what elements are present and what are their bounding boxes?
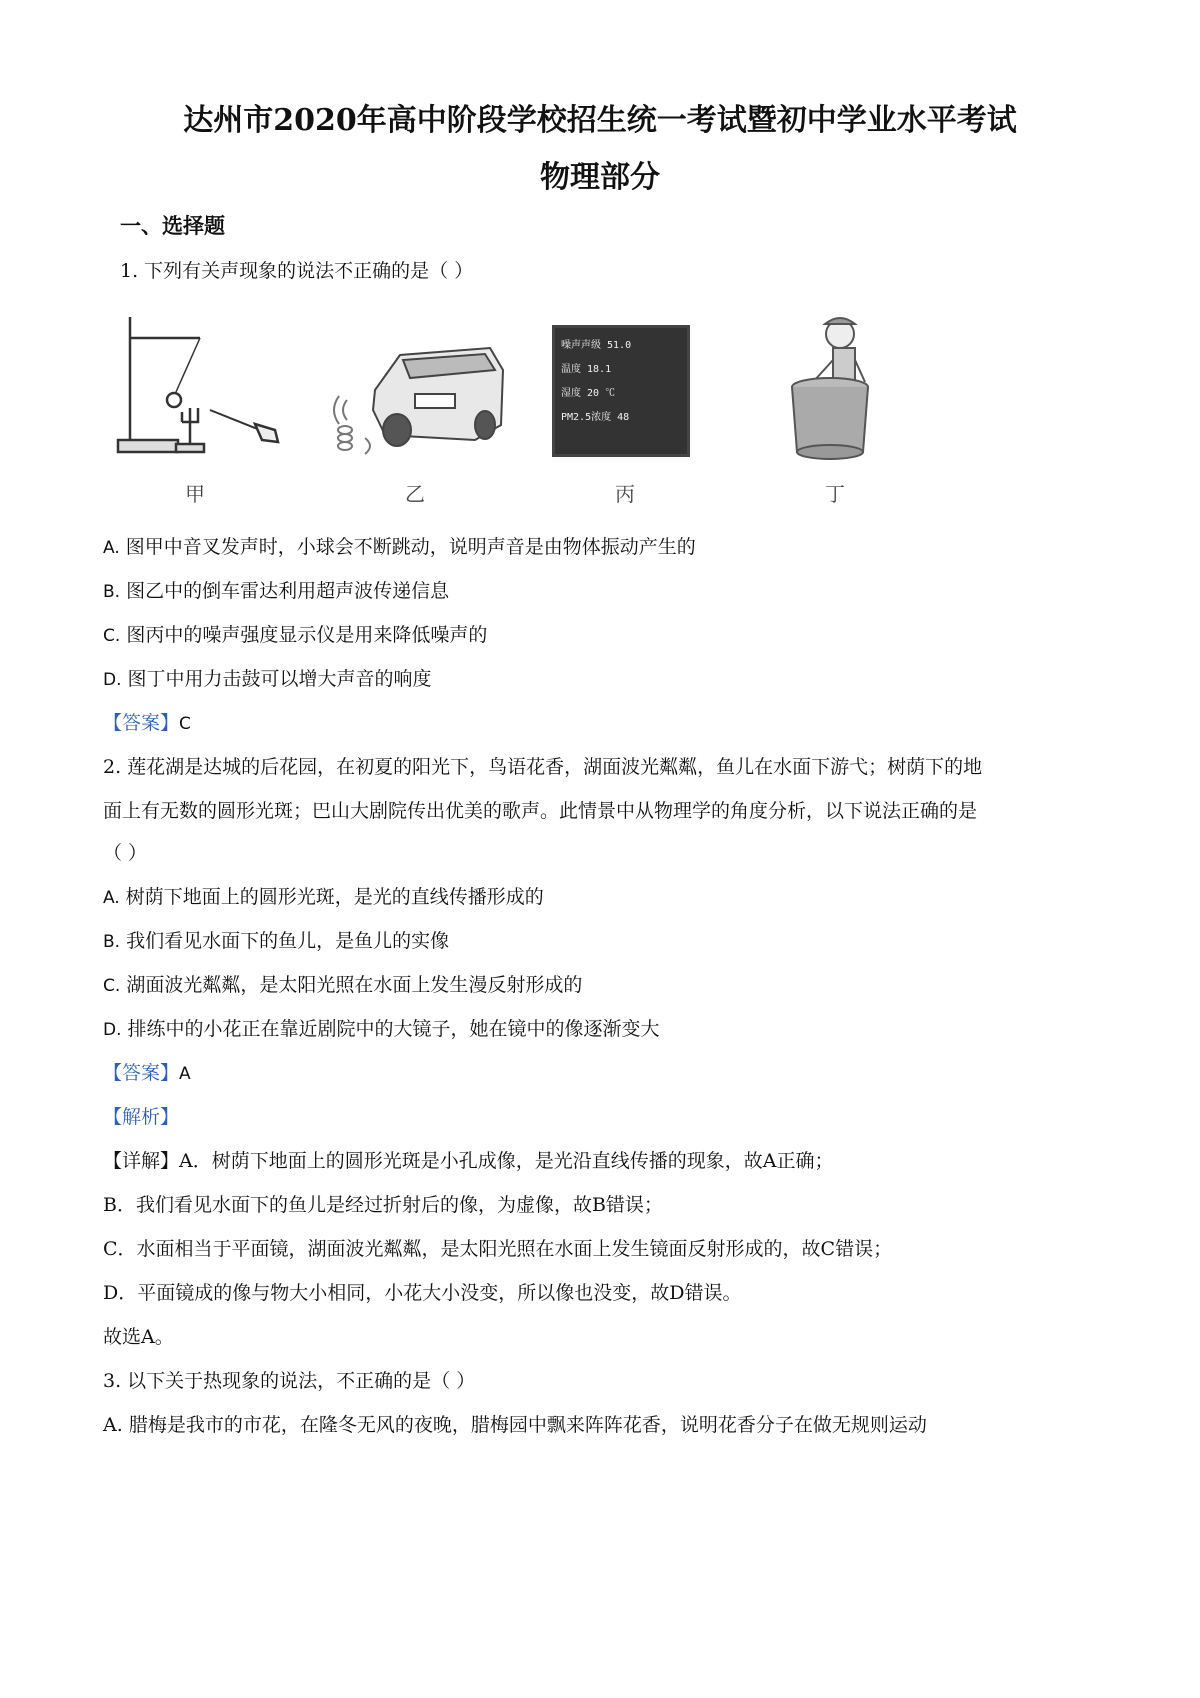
section-heading: 一、选择题 (120, 213, 225, 238)
q2-stem-line3: （ ） (103, 842, 148, 864)
figure-ding-drummer (785, 312, 895, 467)
option-text: 湖面波光粼粼，是太阳光照在水面上发生漫反射形成的 (126, 974, 583, 996)
q2-option-d (103, 1014, 660, 1041)
option-text: 树荫下地面上的圆形光斑，是光的直线传播形成的 (125, 886, 544, 908)
option-label: D. (103, 1020, 122, 1040)
q1-stem: 1. 下列有关声现象的说法不正确的是（ ） (120, 260, 474, 282)
q2-option-a (103, 882, 544, 909)
option-label: A. (103, 888, 120, 908)
q2-option-b (103, 926, 449, 953)
option-text: 图乙中的倒车雷达利用超声波传递信息 (126, 580, 450, 602)
figure-caption-bing: 丙 (615, 482, 635, 506)
option-label: A. (103, 538, 120, 558)
q3-option-a (103, 1410, 927, 1437)
page-title: 达州市2020年高中阶段学校招生统一考试暨初中学业水平考试 (183, 103, 1017, 138)
answer-tag: 【答案】 (103, 1062, 180, 1084)
option-text: 我们看见水面下的鱼儿，是鱼儿的实像 (126, 930, 450, 952)
option-label: A. (103, 1414, 123, 1436)
option-text: 图甲中音叉发声时，小球会不断跳动，说明声音是由物体振动产生的 (125, 536, 696, 558)
option-label: C. (103, 976, 121, 996)
figure-yi-car-radar (325, 330, 505, 460)
q1-option-c (103, 620, 487, 647)
option-label: B. (103, 582, 121, 602)
q2-analysis-tag: 【解析】 (103, 1106, 180, 1128)
option-label: B. (103, 932, 121, 952)
q1-answer (103, 708, 191, 735)
q1-option-b (103, 576, 449, 603)
figure-caption-ding: 丁 (825, 482, 845, 506)
q2-detail-line2: B．我们看见水面下的鱼儿是经过折射后的像，为虚像，故B错误； (103, 1194, 663, 1216)
display-row: 温度 18.1 (561, 364, 612, 375)
q1-option-a (103, 532, 696, 559)
option-text: 图丙中的噪声强度显示仪是用来降低噪声的 (126, 624, 488, 646)
answer-value: A (179, 1064, 191, 1084)
detail-text: A．树荫下地面上的圆形光斑是小孔成像，是光沿直线传播的现象，故A正确； (179, 1150, 834, 1172)
option-label: D. (103, 670, 122, 690)
option-text: 排练中的小花正在靠近剧院中的大镜子，她在镜中的像逐渐变大 (127, 1018, 660, 1040)
q2-option-c (103, 970, 582, 997)
answer-value: C (179, 714, 191, 734)
q2-conclusion: 故选A。 (103, 1326, 174, 1348)
option-text: 图丁中用力击鼓可以增大声音的响度 (127, 668, 432, 690)
q1-option-d (103, 664, 432, 691)
option-label: C. (103, 626, 121, 646)
figure-caption-yi: 乙 (405, 482, 425, 506)
q2-stem-line1: 2. 莲花湖是达城的后花园，在初夏的阳光下，鸟语花香，湖面波光粼粼，鱼儿在水面下游弋；树荫下的地 (103, 756, 983, 778)
page-subtitle: 物理部分 (540, 160, 660, 195)
display-row: 噪声声级 51.0 (561, 340, 632, 351)
figure-bing-noise-display (552, 325, 690, 457)
q2-stem-line2: 面上有无数的圆形光斑；巴山大剧院传出优美的歌声。此情景中从物理学的角度分析，以下说法正确的是 (103, 800, 978, 822)
display-row: 湿度 20 ℃ (561, 388, 616, 399)
q2-detail-line1 (103, 1146, 833, 1173)
detail-tag: 【详解】 (103, 1150, 180, 1172)
q2-detail-line3: C．水面相当于平面镜，湖面波光粼粼，是太阳光照在水面上发生镜面反射形成的，故C错误； (103, 1238, 893, 1260)
q3-stem: 3. 以下关于热现象的说法，不正确的是（ ） (103, 1370, 476, 1392)
answer-tag: 【答案】 (103, 712, 180, 734)
q2-detail-line4: D．平面镜成的像与物大小相同，小花大小没变，所以像也没变，故D错误。 (103, 1282, 742, 1304)
option-text: 腊梅是我市的市花，在隆冬无风的夜晚，腊梅园中飘来阵阵花香，说明花香分子在做无规则运动 (128, 1414, 927, 1436)
q2-answer (103, 1058, 191, 1085)
figure-caption-jia: 甲 (185, 482, 205, 506)
display-row: PM2.5浓度 48 (561, 412, 630, 423)
figure-jia-tuning-fork (110, 312, 285, 472)
